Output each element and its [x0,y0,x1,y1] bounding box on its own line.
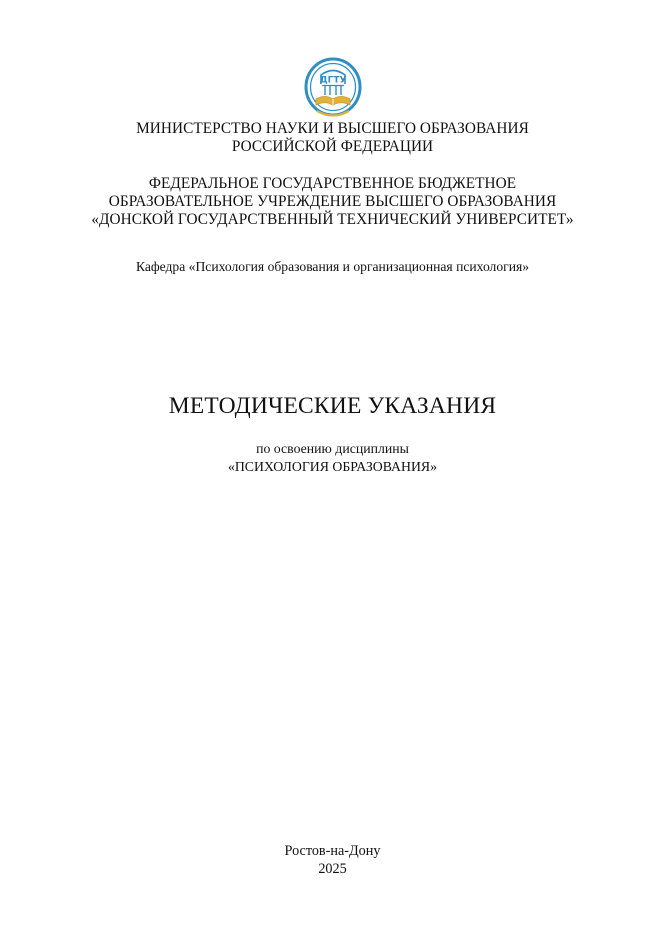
ministry-line-1: МИНИСТЕРСТВО НАУКИ И ВЫСШЕГО ОБРАЗОВАНИЯ [136,120,529,137]
university-emblem-icon [303,57,363,121]
university-emblem [303,57,363,121]
institution-line-3: «ДОНСКОЙ ГОСУДАРСТВЕННЫЙ ТЕХНИЧЕСКИЙ УНИВЕРСИТЕТ» [91,211,574,228]
institution-line-2: ОБРАЗОВАТЕЛЬНОЕ УЧРЕЖДЕНИЕ ВЫСШЕГО ОБРАЗОВАНИЯ [108,193,557,210]
city: Ростов-на-Дону [284,843,381,859]
document-title: МЕТОДИЧЕСКИЕ УКАЗАНИЯ [168,393,497,419]
emblem-text: ДГТУ [319,75,347,86]
department-name: Кафедра «Психология образования и организационная психология» [135,259,530,274]
subtitle-discipline: «ПСИХОЛОГИЯ ОБРАЗОВАНИЯ» [227,459,438,474]
ministry-line-2: РОССИЙСКОЙ ФЕДЕРАЦИИ [231,138,434,155]
year: 2025 [318,861,347,877]
subtitle-line-1: по освоению дисциплины [256,441,409,456]
institution-line-1: ФЕДЕРАЛЬНОЕ ГОСУДАРСТВЕННОЕ БЮДЖЕТНОЕ [148,175,517,192]
